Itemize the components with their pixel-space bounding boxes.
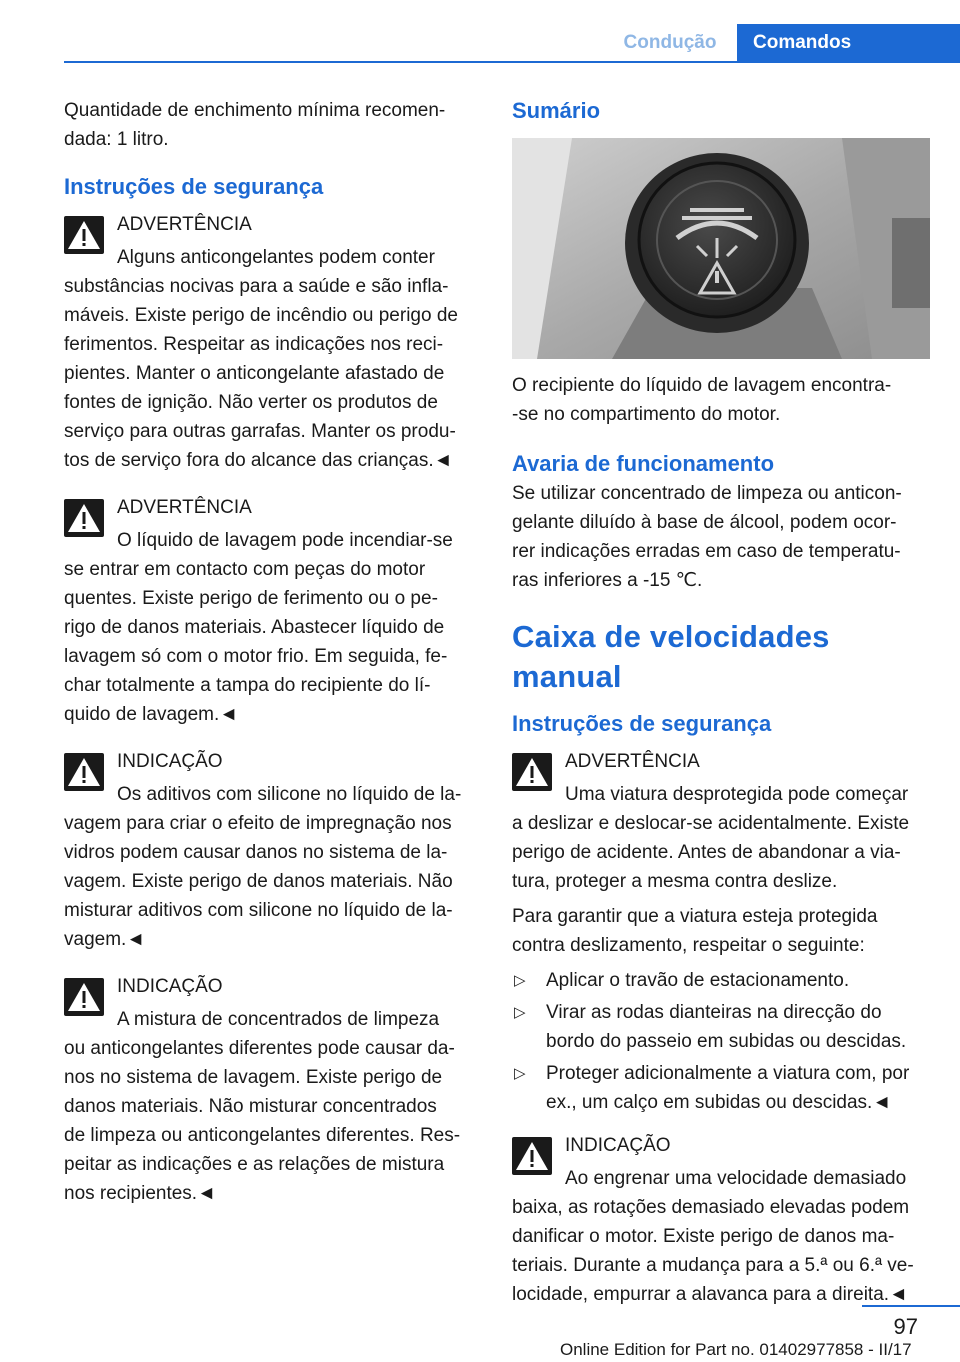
header-tab-conducao[interactable]: Condução [623,32,717,53]
warning-text: máveis. Existe perigo de incêndio ou perigo de [64,305,458,326]
intro-line: dada: 1 litro. [64,129,169,150]
footer-edition: Online Edition for Part no. 01402977858 - II/17 [560,1340,912,1359]
warning-triangle-icon [512,1137,552,1175]
list-item-text: Proteger adicionalmente a viatura com, por [546,1063,910,1084]
left-column [64,96,478,1208]
warning-text: substâncias nocivas para a saúde e são infla- [64,276,449,297]
triangle-bullet-icon: ▷ [514,972,526,989]
warning-text: Uma viatura desprotegida pode começar [565,784,909,805]
warning-text: quentes. Existe perigo de ferimento ou o pe- [64,588,438,609]
triangle-bullet-icon: ▷ [514,1065,526,1082]
note-text: nos no sistema de lavagem. Existe perigo de [64,1067,443,1088]
warning-block [64,493,478,729]
note-text: baixa, as rotações demasiado elevadas podem [512,1197,910,1218]
warning-block [512,747,930,896]
warning-triangle-icon [512,753,552,791]
note-block [64,972,478,1208]
warning-text: rigo de danos materiais. Abastecer líquido de [64,617,445,638]
note-text: peitar as indicações e as relações de mistura [64,1154,445,1175]
photo-caption: -se no compartimento do motor. [512,404,781,425]
fault-text: ras inferiores a -15 ℃. [512,570,703,591]
note-text: teriais. Durante a mudança para a 5.ª ou 6.ª ve- [512,1255,914,1276]
intro-line: Quantidade de enchimento mínima recomen- [64,100,446,121]
warning-triangle-icon [64,978,104,1016]
note-text: vidros podem causar danos no sistema de la- [64,842,448,863]
instruction-list [512,966,930,1117]
note-text: locidade, empurrar a alavanca para a direita.◄ [512,1284,908,1305]
right-column [512,96,930,1309]
body-text: Para garantir que a viatura esteja protegida [512,906,878,927]
warning-text: tos de serviço fora do alcance das crianças.◄ [64,450,453,471]
summary-heading: Sumário [512,98,601,123]
warning-text: a deslizar e deslocar-se acidentalmente. Existe [512,813,910,834]
fault-heading: Avaria de funcionamento [512,451,775,476]
list-item [512,998,930,1056]
washer-fluid-cap-photo [512,138,930,359]
photo-caption: O recipiente do líquido de lavagem encontra- [512,375,892,396]
footer-divider [862,1305,960,1307]
warning-triangle-icon [64,753,104,791]
fault-text: gelante diluído à base de álcool, podem ocor- [512,512,897,533]
page-number: 97 [893,1314,918,1339]
warning-text: ferimentos. Respeitar as indicações nos reci- [64,334,444,355]
warning-text: lavagem só com o motor frio. Em seguida, fe- [64,646,448,667]
triangle-bullet-icon: ▷ [514,1004,526,1021]
note-text: ou anticongelantes diferentes pode causar da- [64,1038,455,1059]
warning-text: char totalmente a tampa do recipiente do lí- [64,675,431,696]
note-title: INDICAÇÃO [565,1135,671,1156]
note-title: INDICAÇÃO [117,751,223,772]
warning-block [64,210,478,475]
note-title: INDICAÇÃO [117,976,223,997]
warning-text: fontes de ignição. Não verter os produtos de [64,392,438,413]
header-divider [64,61,960,63]
warning-text: tura, proteger a mesma contra deslize. [512,871,838,892]
fault-text: rer indicações erradas em caso de temperatu- [512,541,901,562]
warning-title: ADVERTÊNCIA [565,751,700,772]
list-item-text: Virar as rodas dianteiras na direcção do [546,1002,882,1023]
fault-text: Se utilizar concentrado de limpeza ou anticon- [512,483,902,504]
safety-heading: Instruções de segurança [64,174,324,199]
list-item [512,966,930,995]
note-text: de limpeza ou anticongelantes diferentes. Res- [64,1125,461,1146]
note-text: misturar aditivos com silicone no líquido de la- [64,900,453,921]
warning-text: se entrar em contacto com peças do motor [64,559,426,580]
warning-triangle-icon [64,499,104,537]
body-text: contra deslizamento, respeitar o seguinte: [512,935,865,956]
note-text: Ao engrenar uma velocidade demasiado [565,1168,907,1189]
note-text: danificar o motor. Existe perigo de danos ma- [512,1226,895,1247]
header-tab-comandos[interactable]: Comandos [737,24,960,62]
warning-text: pientes. Manter o anticongelante afastado de [64,363,445,384]
warning-text: Alguns anticongelantes podem conter [117,247,435,268]
note-block [64,747,478,954]
note-text: nos recipientes.◄ [64,1183,216,1204]
note-text: danos materiais. Não misturar concentrados [64,1096,437,1117]
warning-text: perigo de acidente. Antes de abandonar a via- [512,842,901,863]
warning-title: ADVERTÊNCIA [117,497,252,518]
list-item-text: bordo do passeio em subidas ou descidas. [546,1031,907,1052]
warning-title: ADVERTÊNCIA [117,214,252,235]
warning-text: quido de lavagem.◄ [64,704,239,725]
warning-triangle-icon [64,216,104,254]
gearbox-safety-heading: Instruções de segurança [512,711,772,736]
note-text: vagem.◄ [64,929,146,950]
note-text: A mistura de concentrados de limpeza [117,1009,440,1030]
note-text: Os aditivos com silicone no líquido de la- [117,784,462,805]
note-text: vagem. Existe perigo de danos materiais. Não [64,871,453,892]
list-item [512,1059,930,1117]
warning-text: serviço para outras garrafas. Manter os produ- [64,421,456,442]
list-item-text: ex., um calço em subidas ou descidas.◄ [546,1092,892,1113]
note-text: vagem para criar o efeito de impregnação nos [64,813,452,834]
gearbox-heading: Caixa de velocidades manual [512,619,830,694]
note-block [512,1131,930,1309]
warning-text: O líquido de lavagem pode incendiar-se [117,530,453,551]
list-item-text: Aplicar o travão de estacionamento. [546,970,850,991]
